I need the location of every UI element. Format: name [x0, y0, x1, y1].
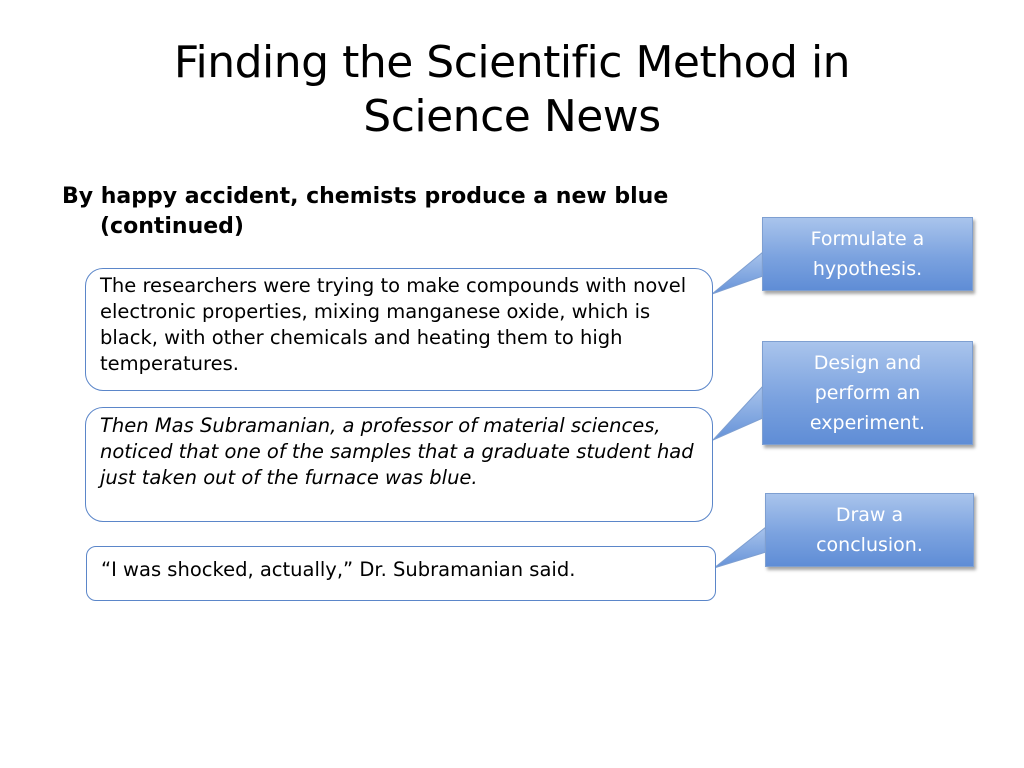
callout-text-line: experiment.	[809, 412, 926, 434]
quote-box-conclusion	[86, 546, 716, 601]
callout-pointer-1	[712, 252, 763, 294]
callout-experiment	[762, 341, 973, 445]
quote-box-observation	[85, 407, 713, 522]
callout-pointer-3	[714, 527, 766, 568]
callout-text-line: hypothesis.	[812, 258, 923, 280]
article-heading-line1: By happy accident, chemists produce a new blue	[62, 184, 669, 209]
callout-hypothesis	[762, 217, 973, 291]
quote-text: Then Mas Subramanian, a professor of material sciences, noticed that one of the samples that a graduate student had just taken out of the furnace was blue.	[100, 414, 694, 489]
callout-pointer-2	[713, 386, 763, 440]
callout-conclusion	[765, 493, 974, 567]
callout-text-line: perform an	[814, 382, 921, 404]
callout-text-line: conclusion.	[816, 534, 923, 556]
callout-text-line: Formulate a	[810, 228, 925, 250]
article-heading-line2: (continued)	[100, 214, 244, 239]
quote-text: The researchers were trying to make compounds with novel electronic properties, mixing manganese oxide, which is black, with other chemicals and heating them to high temperatures.	[100, 274, 687, 375]
slide-title: Finding the Scientific Method in Science News	[173, 37, 851, 142]
callout-text-line: Design and	[813, 352, 922, 374]
quote-box-researchers	[85, 268, 713, 391]
article-heading	[62, 182, 742, 242]
callout-text-line: Draw a	[835, 504, 904, 526]
quote-text: “I was shocked, actually,” Dr. Subramanian said.	[101, 558, 576, 581]
